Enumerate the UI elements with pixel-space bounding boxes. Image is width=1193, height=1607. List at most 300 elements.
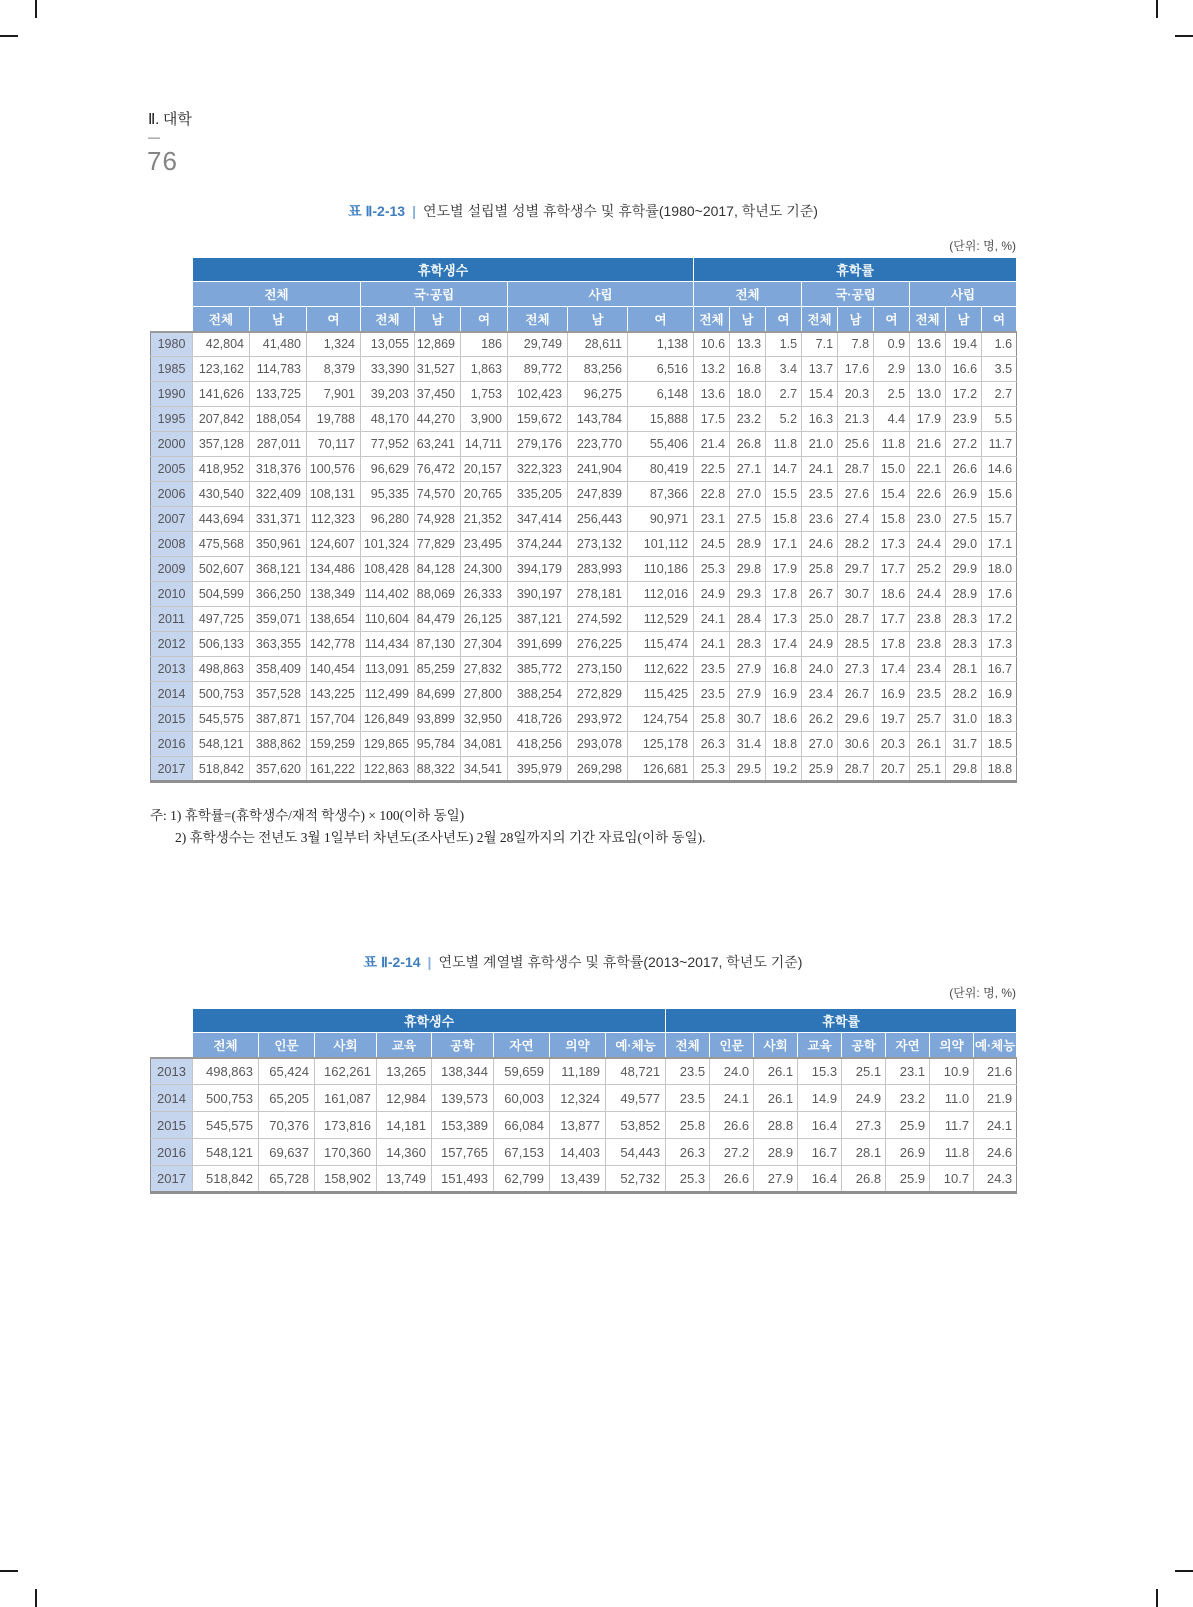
rate-cell: 27.4 [838, 507, 874, 532]
rate-cell: 15.7 [982, 507, 1017, 532]
rate-cell: 28.1 [842, 1139, 886, 1166]
count-cell: 247,839 [568, 482, 628, 507]
count-cell: 173,816 [315, 1112, 377, 1139]
count-cell: 143,225 [307, 682, 361, 707]
rate-cell: 17.8 [874, 632, 910, 657]
count-cell: 59,659 [494, 1058, 550, 1085]
rate-cell: 24.1 [710, 1085, 754, 1112]
rate-cell: 15.4 [874, 482, 910, 507]
crop-mark [1175, 35, 1193, 37]
table2-title-text: 연도별 계열별 휴학생수 및 휴학률(2013~2017, 학년도 기준) [438, 954, 803, 970]
rate-cell: 16.7 [982, 657, 1017, 682]
count-cell: 124,607 [307, 532, 361, 557]
table-row [151, 1085, 1017, 1112]
table1-unit-label: (단위: 명, %) [949, 239, 1016, 253]
rate-cell: 21.9 [974, 1085, 1017, 1112]
rate-cell: 25.8 [694, 707, 730, 732]
rate-cell: 29.7 [838, 557, 874, 582]
count-cell: 274,592 [568, 607, 628, 632]
rate-cell: 7.1 [802, 332, 838, 357]
count-cell: 48,170 [361, 407, 415, 432]
rate-cell: 17.3 [874, 532, 910, 557]
count-cell: 388,254 [508, 682, 568, 707]
rate-cell: 24.1 [694, 607, 730, 632]
count-cell: 241,904 [568, 457, 628, 482]
rate-cell: 30.7 [730, 707, 766, 732]
count-cell: 28,611 [568, 332, 628, 357]
count-cell: 14,181 [377, 1112, 432, 1139]
rate-cell: 23.5 [666, 1058, 710, 1085]
count-cell: 37,450 [415, 382, 461, 407]
count-cell: 151,493 [432, 1166, 494, 1193]
count-cell: 19,788 [307, 407, 361, 432]
column-header: 예·체능 [974, 1033, 1017, 1058]
rate-cell: 31.4 [730, 732, 766, 757]
rate-cell: 10.7 [930, 1166, 974, 1193]
rate-cell: 26.8 [842, 1166, 886, 1193]
count-cell: 287,011 [250, 432, 307, 457]
count-cell: 1,324 [307, 332, 361, 357]
rate-cell: 5.5 [982, 407, 1017, 432]
rate-cell: 15.8 [766, 507, 802, 532]
count-cell: 125,178 [628, 732, 694, 757]
column-header: 의약 [930, 1033, 974, 1058]
table-row [151, 1058, 1017, 1085]
rate-cell: 27.6 [838, 482, 874, 507]
rate-cell: 22.5 [694, 457, 730, 482]
column-header: 전체 [910, 307, 946, 332]
rate-cell: 23.4 [802, 682, 838, 707]
column-subgroup-header: 국·공립 [802, 282, 910, 307]
column-header: 여 [766, 307, 802, 332]
table1-title-divider: | [412, 203, 416, 219]
count-cell: 518,842 [193, 757, 250, 782]
rate-cell: 17.3 [982, 632, 1017, 657]
count-cell: 15,888 [628, 407, 694, 432]
year-cell: 2009 [151, 557, 193, 582]
year-cell: 2013 [151, 657, 193, 682]
rate-cell: 27.3 [842, 1112, 886, 1139]
rate-cell: 26.6 [710, 1166, 754, 1193]
rate-cell: 28.7 [838, 607, 874, 632]
rate-cell: 22.6 [910, 482, 946, 507]
count-cell: 159,672 [508, 407, 568, 432]
count-cell: 67,153 [494, 1139, 550, 1166]
rate-cell: 4.4 [874, 407, 910, 432]
year-cell: 2005 [151, 457, 193, 482]
rate-cell: 1.6 [982, 332, 1017, 357]
rate-cell: 15.8 [874, 507, 910, 532]
column-header: 남 [946, 307, 982, 332]
rate-cell: 23.2 [886, 1085, 930, 1112]
rate-cell: 13.0 [910, 357, 946, 382]
rate-cell: 26.8 [730, 432, 766, 457]
count-cell: 8,379 [307, 357, 361, 382]
rate-cell: 26.3 [666, 1139, 710, 1166]
rate-cell: 11.8 [874, 432, 910, 457]
count-cell: 48,721 [606, 1058, 666, 1085]
count-cell: 87,366 [628, 482, 694, 507]
year-cell: 1995 [151, 407, 193, 432]
table-row [151, 757, 1017, 782]
year-cell: 2017 [151, 757, 193, 782]
count-cell: 13,055 [361, 332, 415, 357]
count-cell: 44,270 [415, 407, 461, 432]
rate-cell: 0.9 [874, 332, 910, 357]
rate-cell: 24.3 [974, 1166, 1017, 1193]
count-cell: 33,390 [361, 357, 415, 382]
count-cell: 359,071 [250, 607, 307, 632]
column-header: 예·체능 [606, 1033, 666, 1058]
count-cell: 26,333 [461, 582, 508, 607]
column-group-header: 휴학생수 [193, 1009, 666, 1033]
count-cell: 27,832 [461, 657, 508, 682]
count-cell: 12,984 [377, 1085, 432, 1112]
year-cell: 2010 [151, 582, 193, 607]
rate-cell: 17.6 [982, 582, 1017, 607]
rate-cell: 21.6 [910, 432, 946, 457]
count-cell: 124,754 [628, 707, 694, 732]
rate-cell: 24.4 [910, 532, 946, 557]
rate-cell: 26.7 [802, 582, 838, 607]
rate-cell: 28.4 [730, 607, 766, 632]
rate-cell: 13.6 [694, 382, 730, 407]
count-cell: 153,389 [432, 1112, 494, 1139]
count-cell: 385,772 [508, 657, 568, 682]
column-header: 여 [982, 307, 1017, 332]
count-cell: 443,694 [193, 507, 250, 532]
rate-cell: 26.6 [946, 457, 982, 482]
rate-cell: 23.5 [694, 682, 730, 707]
rate-cell: 14.7 [766, 457, 802, 482]
column-header: 여 [461, 307, 508, 332]
rate-cell: 16.9 [766, 682, 802, 707]
count-cell: 1,863 [461, 357, 508, 382]
count-cell: 357,620 [250, 757, 307, 782]
rate-cell: 18.6 [874, 582, 910, 607]
column-header: 남 [838, 307, 874, 332]
count-cell: 7,901 [307, 382, 361, 407]
rate-cell: 28.9 [946, 582, 982, 607]
year-cell: 2015 [151, 1112, 193, 1139]
count-cell: 223,770 [568, 432, 628, 457]
count-cell: 545,575 [193, 1112, 259, 1139]
count-cell: 126,681 [628, 757, 694, 782]
rate-cell: 17.2 [946, 382, 982, 407]
column-header: 여 [307, 307, 361, 332]
count-cell: 293,078 [568, 732, 628, 757]
column-header: 자연 [494, 1033, 550, 1058]
year-cell: 2007 [151, 507, 193, 532]
count-cell: 101,324 [361, 532, 415, 557]
table-row [151, 632, 1017, 657]
rate-cell: 25.7 [910, 707, 946, 732]
rate-cell: 18.3 [982, 707, 1017, 732]
year-cell: 1980 [151, 332, 193, 357]
rate-cell: 25.9 [886, 1166, 930, 1193]
count-cell: 32,950 [461, 707, 508, 732]
count-cell: 418,952 [193, 457, 250, 482]
count-cell: 88,069 [415, 582, 461, 607]
count-cell: 55,406 [628, 432, 694, 457]
rate-cell: 28.2 [838, 532, 874, 557]
rate-cell: 10.9 [930, 1058, 974, 1085]
count-cell: 331,371 [250, 507, 307, 532]
column-header: 공학 [842, 1033, 886, 1058]
column-header: 사회 [754, 1033, 798, 1058]
count-cell: 548,121 [193, 1139, 259, 1166]
rate-cell: 28.1 [946, 657, 982, 682]
count-cell: 14,711 [461, 432, 508, 457]
rate-cell: 17.8 [766, 582, 802, 607]
rate-cell: 26.1 [910, 732, 946, 757]
rate-cell: 17.7 [874, 557, 910, 582]
rate-cell: 13.2 [694, 357, 730, 382]
column-header: 전체 [193, 1033, 259, 1058]
rate-cell: 24.1 [694, 632, 730, 657]
rate-cell: 30.6 [838, 732, 874, 757]
rate-cell: 20.3 [838, 382, 874, 407]
table-row [151, 357, 1017, 382]
count-cell: 65,205 [259, 1085, 315, 1112]
rate-cell: 14.9 [798, 1085, 842, 1112]
table-row [151, 1139, 1017, 1166]
rate-cell: 11.0 [930, 1085, 974, 1112]
count-cell: 24,300 [461, 557, 508, 582]
table-row [151, 457, 1017, 482]
count-cell: 272,829 [568, 682, 628, 707]
table1-title-number: 표 Ⅱ-2-13 [348, 203, 406, 219]
rate-cell: 17.1 [766, 532, 802, 557]
count-cell: 518,842 [193, 1166, 259, 1193]
rate-cell: 28.9 [754, 1139, 798, 1166]
rate-cell: 15.3 [798, 1058, 842, 1085]
table-row [151, 582, 1017, 607]
rate-cell: 19.4 [946, 332, 982, 357]
count-cell: 39,203 [361, 382, 415, 407]
count-cell: 80,419 [628, 457, 694, 482]
count-cell: 276,225 [568, 632, 628, 657]
count-cell: 84,699 [415, 682, 461, 707]
count-cell: 14,403 [550, 1139, 606, 1166]
count-cell: 53,852 [606, 1112, 666, 1139]
rate-cell: 28.7 [838, 457, 874, 482]
count-cell: 52,732 [606, 1166, 666, 1193]
rate-cell: 21.0 [802, 432, 838, 457]
count-cell: 139,573 [432, 1085, 494, 1112]
count-cell: 27,304 [461, 632, 508, 657]
count-cell: 269,298 [568, 757, 628, 782]
count-cell: 256,443 [568, 507, 628, 532]
rate-cell: 18.5 [982, 732, 1017, 757]
table1-body [151, 332, 1017, 782]
rate-cell: 11.8 [766, 432, 802, 457]
count-cell: 387,121 [508, 607, 568, 632]
count-cell: 83,256 [568, 357, 628, 382]
rate-cell: 27.3 [838, 657, 874, 682]
rate-cell: 23.5 [694, 657, 730, 682]
count-cell: 390,197 [508, 582, 568, 607]
rate-cell: 24.6 [974, 1139, 1017, 1166]
count-cell: 170,360 [315, 1139, 377, 1166]
column-subgroup-header: 사립 [508, 282, 694, 307]
count-cell: 157,704 [307, 707, 361, 732]
year-cell: 2008 [151, 532, 193, 557]
count-cell: 85,259 [415, 657, 461, 682]
count-cell: 122,863 [361, 757, 415, 782]
year-cell: 2014 [151, 1085, 193, 1112]
count-cell: 102,423 [508, 382, 568, 407]
year-cell: 2016 [151, 1139, 193, 1166]
count-cell: 545,575 [193, 707, 250, 732]
count-cell: 502,607 [193, 557, 250, 582]
rate-cell: 16.8 [730, 357, 766, 382]
rate-cell: 10.6 [694, 332, 730, 357]
column-subgroup-header: 국·공립 [361, 282, 508, 307]
rate-cell: 14.6 [982, 457, 1017, 482]
count-cell: 77,829 [415, 532, 461, 557]
table-row [151, 482, 1017, 507]
count-cell: 95,784 [415, 732, 461, 757]
count-cell: 74,570 [415, 482, 461, 507]
table-row [151, 657, 1017, 682]
count-cell: 142,778 [307, 632, 361, 657]
rate-cell: 25.2 [910, 557, 946, 582]
count-cell: 357,128 [193, 432, 250, 457]
count-cell: 395,979 [508, 757, 568, 782]
table-row [151, 532, 1017, 557]
rate-cell: 29.0 [946, 532, 982, 557]
count-cell: 13,877 [550, 1112, 606, 1139]
table-row [151, 557, 1017, 582]
count-cell: 143,784 [568, 407, 628, 432]
table1-title [150, 201, 1016, 221]
rate-cell: 29.9 [946, 557, 982, 582]
rate-cell: 28.3 [946, 632, 982, 657]
rate-cell: 24.9 [842, 1085, 886, 1112]
column-header: 남 [730, 307, 766, 332]
rate-cell: 24.1 [802, 457, 838, 482]
count-cell: 49,577 [606, 1085, 666, 1112]
count-cell: 129,865 [361, 732, 415, 757]
count-cell: 159,259 [307, 732, 361, 757]
column-header: 전체 [694, 307, 730, 332]
rate-cell: 16.9 [874, 682, 910, 707]
count-cell: 366,250 [250, 582, 307, 607]
rate-cell: 24.0 [802, 657, 838, 682]
count-cell: 60,003 [494, 1085, 550, 1112]
count-cell: 70,376 [259, 1112, 315, 1139]
rate-cell: 29.5 [730, 757, 766, 782]
count-cell: 161,222 [307, 757, 361, 782]
rate-cell: 23.4 [910, 657, 946, 682]
count-cell: 84,479 [415, 607, 461, 632]
count-cell: 31,527 [415, 357, 461, 382]
count-cell: 162,261 [315, 1058, 377, 1085]
column-subgroup-header: 전체 [694, 282, 802, 307]
column-group-header: 휴학률 [666, 1009, 1017, 1033]
table1-title-text: 연도별 설립별 성별 휴학생수 및 휴학률(1980~2017, 학년도 기준) [423, 203, 818, 219]
rate-cell: 7.8 [838, 332, 874, 357]
count-cell: 138,349 [307, 582, 361, 607]
page-number: 76 [147, 146, 178, 176]
rate-cell: 11.7 [982, 432, 1017, 457]
rate-cell: 29.8 [730, 557, 766, 582]
rate-cell: 16.6 [946, 357, 982, 382]
table2-unit-label: (단위: 명, %) [949, 986, 1016, 1000]
rate-cell: 2.7 [766, 382, 802, 407]
count-cell: 475,568 [193, 532, 250, 557]
table-corner [151, 258, 193, 332]
table2-body [151, 1058, 1017, 1193]
column-header: 전체 [361, 307, 415, 332]
count-cell: 42,804 [193, 332, 250, 357]
rate-cell: 25.3 [694, 557, 730, 582]
rate-cell: 24.5 [694, 532, 730, 557]
rate-cell: 18.0 [730, 382, 766, 407]
count-cell: 70,117 [307, 432, 361, 457]
rate-cell: 16.8 [766, 657, 802, 682]
rate-cell: 28.8 [754, 1112, 798, 1139]
count-cell: 20,765 [461, 482, 508, 507]
rate-cell: 24.0 [710, 1058, 754, 1085]
table-row [151, 332, 1017, 357]
count-cell: 357,528 [250, 682, 307, 707]
count-cell: 347,414 [508, 507, 568, 532]
count-cell: 112,529 [628, 607, 694, 632]
year-cell: 2014 [151, 682, 193, 707]
rate-cell: 28.3 [946, 607, 982, 632]
count-cell: 138,654 [307, 607, 361, 632]
count-cell: 322,409 [250, 482, 307, 507]
count-cell: 388,862 [250, 732, 307, 757]
rate-cell: 24.6 [802, 532, 838, 557]
table-row [151, 382, 1017, 407]
table2-title [150, 952, 1016, 972]
rate-cell: 27.5 [946, 507, 982, 532]
count-cell: 12,869 [415, 332, 461, 357]
column-header: 공학 [432, 1033, 494, 1058]
column-header: 남 [250, 307, 307, 332]
count-cell: 506,133 [193, 632, 250, 657]
count-cell: 115,474 [628, 632, 694, 657]
count-cell: 23,495 [461, 532, 508, 557]
count-cell: 14,360 [377, 1139, 432, 1166]
year-cell: 1985 [151, 357, 193, 382]
rate-cell: 21.6 [974, 1058, 1017, 1085]
count-cell: 112,499 [361, 682, 415, 707]
rate-cell: 2.7 [982, 382, 1017, 407]
count-cell: 123,162 [193, 357, 250, 382]
rate-cell: 21.4 [694, 432, 730, 457]
count-cell: 350,961 [250, 532, 307, 557]
rate-cell: 17.1 [982, 532, 1017, 557]
crop-mark [1156, 1589, 1158, 1607]
rate-cell: 16.4 [798, 1166, 842, 1193]
rate-cell: 28.9 [730, 532, 766, 557]
count-cell: 6,516 [628, 357, 694, 382]
rate-cell: 26.1 [754, 1058, 798, 1085]
rate-cell: 27.0 [730, 482, 766, 507]
rate-cell: 17.7 [874, 607, 910, 632]
rate-cell: 5.2 [766, 407, 802, 432]
column-header: 사회 [315, 1033, 377, 1058]
rate-cell: 2.5 [874, 382, 910, 407]
count-cell: 391,699 [508, 632, 568, 657]
rate-cell: 21.3 [838, 407, 874, 432]
count-cell: 65,728 [259, 1166, 315, 1193]
column-header: 의약 [550, 1033, 606, 1058]
